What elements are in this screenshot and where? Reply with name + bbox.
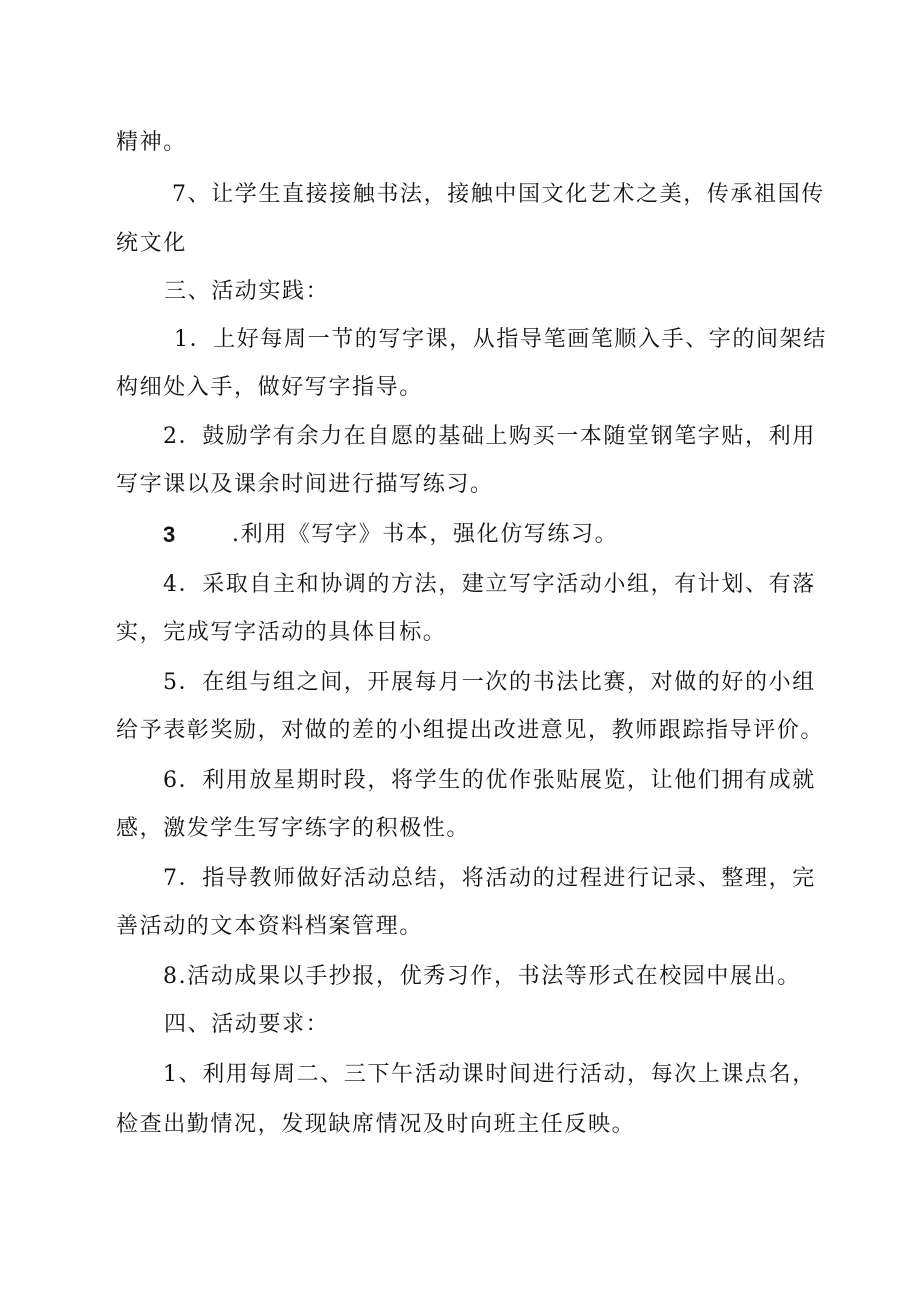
section-heading: 四、活动要求：: [164, 1012, 330, 1037]
text-line: 8.活动成果以手抄报，优秀习作，书法等形式在校园中展出。: [163, 964, 801, 989]
text-line: 构细处入手，做好写字指导。: [116, 375, 423, 400]
text-line: 1、利用每周二、三下午活动课时间进行活动，每次上课点名，: [163, 1062, 816, 1087]
text-line: 7．指导教师做好活动总结，将活动的过程进行记录、整理，完: [163, 866, 816, 891]
text-line: 实，完成写字活动的具体目标。: [116, 620, 447, 645]
text-line: 6．利用放星期时段，将学生的优作张贴展览，让他们拥有成就: [163, 768, 816, 793]
text-line: .利用《写字》书本，强化仿写练习。: [232, 522, 619, 547]
section-heading: 三、活动实践：: [164, 279, 330, 304]
text-line: 4．采取自主和协调的方法，建立写字活动小组，有计划、有落: [163, 572, 816, 597]
text-line: 给予表彰奖励，对做的差的小组提出改进意见，教师跟踪指导评价。: [116, 718, 825, 743]
text-line: 精神。: [116, 130, 187, 155]
text-line: 检查出勤情况，发现缺席情况及时向班主任反映。: [116, 1112, 636, 1137]
text-line: 统文化: [116, 231, 187, 256]
text-line: 写字课以及课余时间进行描写练习。: [116, 472, 494, 497]
text-line: 善活动的文本资料档案管理。: [116, 914, 423, 939]
text-line: 感，激发学生写字练字的积极性。: [116, 816, 471, 841]
text-line: 5．在组与组之间，开展每月一次的书法比赛，对做的好的小组: [163, 670, 816, 695]
text-line: 1．上好每周一节的写字课，从指导笔画笔顺入手、字的间架结: [174, 327, 827, 352]
text-line: 2．鼓励学有余力在自愿的基础上购买一本随堂钢笔字贴，利用: [163, 424, 816, 449]
text-line: 7、让学生直接接触书法，接触中国文化艺术之美，传承祖国传: [172, 182, 825, 207]
list-number: 3: [163, 522, 177, 547]
